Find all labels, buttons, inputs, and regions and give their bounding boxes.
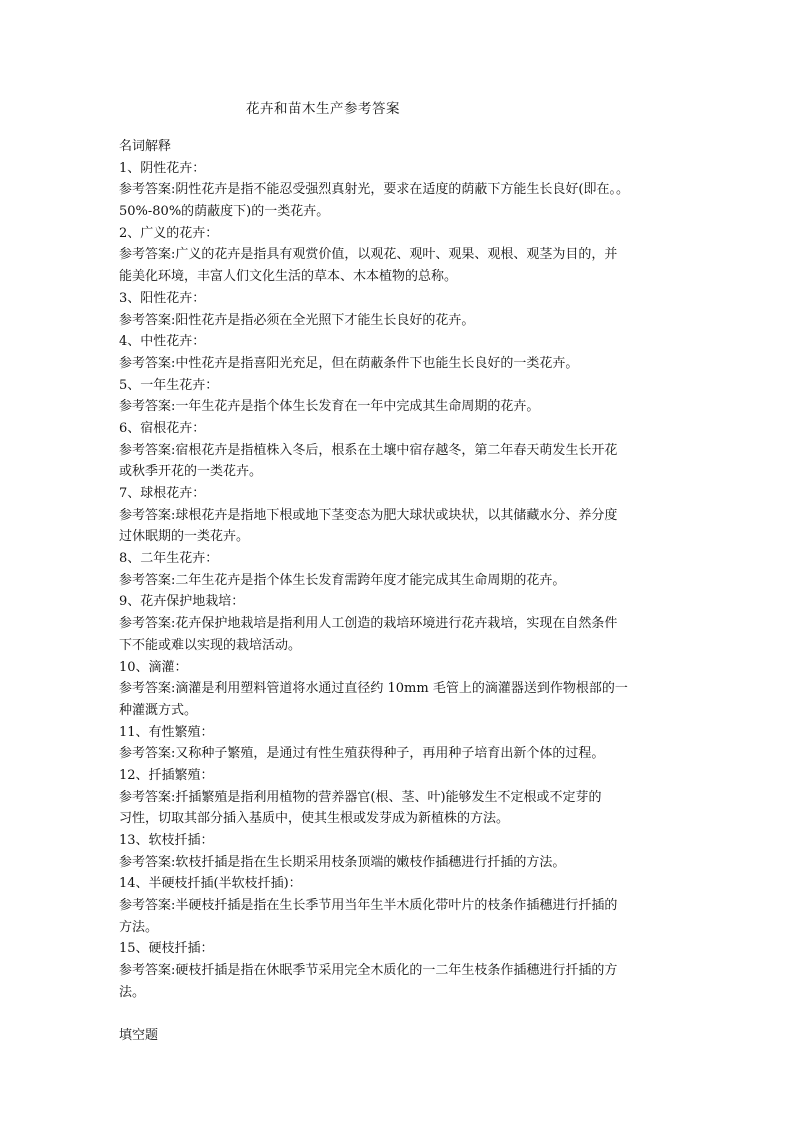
text-line: 6、宿根花卉： xyxy=(119,420,206,436)
text-line: 15、硬枝扦插： xyxy=(119,941,214,957)
text-line: 参考答案:软枝扦插是指在生长期采用枝条顶端的嫩枝作插穗进行扦插的方法。 xyxy=(119,854,566,870)
page-title: 花卉和苗木生产参考答案 xyxy=(246,101,400,117)
text-line: 下不能或难以实现的栽培活动。 xyxy=(119,637,302,653)
text-line: 参考答案:阴性花卉是指不能忍受强烈真射光，要求在适度的荫蔽下方能生长良好(即在。。 xyxy=(119,182,629,198)
text-line: 参考答案:阳性花卉是指必须在全光照下才能生长良好的花卉。 xyxy=(119,312,475,328)
text-line: 13、软枝扦插： xyxy=(119,833,214,848)
text-line: 法。 xyxy=(119,984,146,1000)
text-line: 过休眠期的一类花卉。 xyxy=(119,529,250,545)
text-line: 8、二年生花卉： xyxy=(119,551,219,567)
text-line: 1、阴性花卉： xyxy=(119,160,206,176)
text-line: 12、扦插繁殖： xyxy=(119,767,214,783)
text-line: 2、广义的花卉： xyxy=(119,225,219,241)
text-line: 9、花卉保护地栽培： xyxy=(119,594,245,610)
text-line: 7、球根花卉： xyxy=(119,486,206,501)
text-line: 参考答案:广义的花卉是指具有观赏价值，以观花、观叶、观果、观根、观茎为目的，并 xyxy=(119,247,618,263)
text-line: 3、阳性花卉： xyxy=(119,290,206,306)
text-line: 参考答案:球根花卉是指地下根或地下茎变态为肥大球状或块状，以其储藏水分、养分度 xyxy=(119,507,618,523)
text-line: 参考答案:硬枝扦插是指在休眠季节采用完全木质化的一二年生枝条作插穗进行扦插的方 xyxy=(119,963,618,979)
text-line: 参考答案:又称种子繁殖，是通过有性生殖获得种子，再用种子培育出新个体的过程。 xyxy=(119,746,605,762)
text-line: 参考答案:二年生花卉是指个体生长发育需跨年度才能完成其生命周期的花卉。 xyxy=(119,572,566,588)
text-line: 能美化环境，丰富人们文化生活的草本、木本植物的总称。 xyxy=(119,269,458,285)
text-line: 50%-80%的荫蔽度下)的一类花卉。 xyxy=(119,204,330,220)
text-line: 参考答案:扦插繁殖是指利用植物的营养器官(根、茎、叶)能够发生不定根或不定芽的 xyxy=(119,789,602,805)
text-line: 参考答案:一年生花卉是指个体生长发育在一年中完成其生命周期的花卉。 xyxy=(119,399,540,415)
answer-list xyxy=(119,158,679,1004)
text-line: 参考答案:中性花卉是指喜阳光充足，但在荫蔽条件下也能生长良好的一类花卉。 xyxy=(119,355,579,371)
text-line: 习性，切取其部分插入基质中，使其生根或发芽成为新植株的方法。 xyxy=(119,811,510,827)
text-line: 参考答案:滴灌是利用塑料管道将水通过直径约 10mm 毛管上的滴灌器送到作物根部的一 xyxy=(119,681,628,697)
text-line: 10、滴灌： xyxy=(119,659,188,675)
text-line: 种灌溉方式。 xyxy=(119,702,198,718)
text-line: 参考答案:半硬枝扦插是指在生长季节用当年生半木质化带叶片的枝条作插穗进行扦插的 xyxy=(119,898,618,914)
text-line: 或秋季开花的一类花卉。 xyxy=(119,464,263,480)
text-line: 11、有性繁殖： xyxy=(119,724,214,740)
text-line: 4、中性花卉： xyxy=(119,334,206,350)
text-line: 参考答案:宿根花卉是指植株入冬后，根系在土壤中宿存越冬，第二年春天萌发生长开花 xyxy=(119,442,618,458)
text-line: 方法。 xyxy=(119,919,159,935)
section-heading: 填空题 xyxy=(119,1028,159,1044)
text-line: 5、一年生花卉： xyxy=(119,377,219,393)
text-line: 参考答案:花卉保护地栽培是指利用人工创造的栽培环境进行花卉栽培，实现在自然条件 xyxy=(119,616,618,632)
section-heading: 名词解释 xyxy=(119,139,172,154)
text-line: 14、半硬枝扦插(半软枝扦插)： xyxy=(119,876,302,892)
document-body xyxy=(119,136,679,1047)
